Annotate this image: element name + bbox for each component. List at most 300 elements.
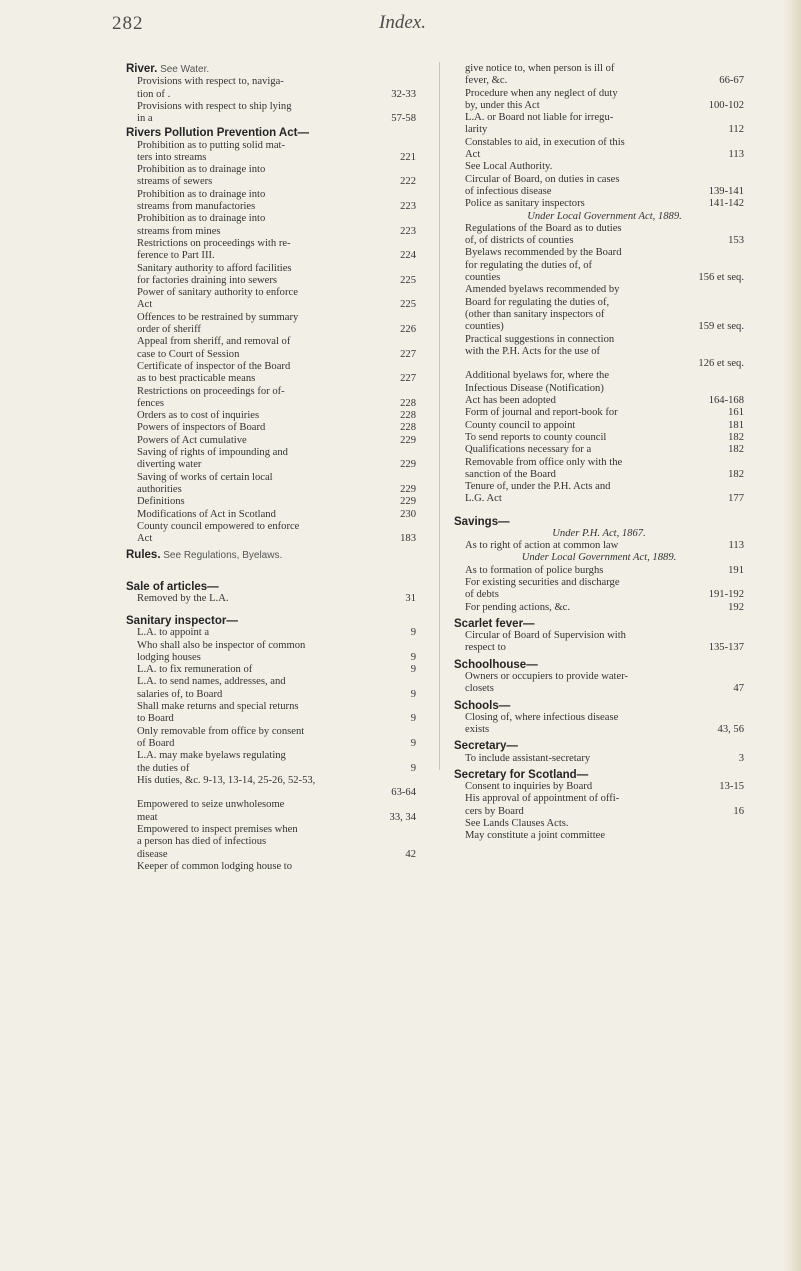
- index-line-page: [410, 836, 416, 848]
- index-line-text: case to Court of Session: [137, 348, 240, 360]
- index-line: [454, 297, 744, 309]
- index-line-text: Provisions with respect to ship lying: [137, 100, 292, 112]
- index-line-text: Tenure of, under the P.H. Acts and: [465, 481, 611, 493]
- index-line: [454, 806, 744, 818]
- index-line: [126, 689, 416, 701]
- index-line-page: 32-33: [391, 88, 416, 100]
- act-subheading: Under Local Government Act, 1889.: [521, 552, 677, 564]
- index-line-page: 63-64: [391, 787, 416, 799]
- index-line: [454, 577, 744, 589]
- index-line-text: (other than sanitary inspectors of: [465, 308, 605, 320]
- index-line: [454, 671, 744, 683]
- index-line-page: 227: [400, 373, 416, 385]
- entry-heading: River.: [126, 63, 158, 75]
- index-line: [126, 640, 416, 652]
- index-line: [126, 189, 416, 201]
- index-line-text: L.A. to appoint a: [137, 627, 210, 639]
- index-line-text: Form of journal and report-book for: [465, 407, 618, 419]
- index-line: [454, 642, 744, 654]
- index-line-page: 43, 56: [717, 724, 744, 736]
- index-line-text: Amended byelaws recommended by: [465, 284, 620, 296]
- index-line-text: streams from manufactories: [137, 201, 256, 213]
- index-line-text: Orders as to cost of inquiries: [137, 410, 260, 422]
- index-line-page: 113: [728, 540, 744, 552]
- entry-lines: [126, 140, 416, 546]
- index-line-text: Prohibition as to drainage into: [137, 213, 266, 225]
- index-line: [126, 238, 416, 250]
- index-line-text: May constitute a joint committee: [465, 830, 606, 842]
- index-line-page: 191: [728, 564, 744, 576]
- index-line-page: [410, 447, 416, 459]
- index-line-page: [738, 334, 744, 346]
- index-line: [126, 422, 416, 434]
- index-line-text: in a: [137, 113, 153, 125]
- index-line-text: Additional byelaws for, where the: [465, 370, 610, 382]
- index-line-page: [738, 630, 744, 642]
- index-line-text: L.G. Act: [465, 493, 502, 505]
- index-line-text: for factories draining into sewers: [137, 274, 278, 286]
- index-line: [126, 484, 416, 496]
- index-entry-sanitary-inspector: [126, 615, 416, 873]
- index-line: [126, 652, 416, 664]
- entry-heading: Schools—: [454, 699, 511, 712]
- entry-lines: [454, 712, 744, 737]
- index-line-page: 182: [728, 431, 744, 443]
- index-line-page: [738, 309, 744, 321]
- index-line-page: [410, 701, 416, 713]
- index-line-text: streams of sewers: [137, 176, 213, 188]
- index-line: [454, 383, 744, 395]
- index-line-page: 227: [400, 348, 416, 360]
- index-line-page: [410, 640, 416, 652]
- index-line: [454, 309, 744, 321]
- entry-heading: Sale of articles—: [126, 580, 219, 593]
- index-line-page: 47: [733, 683, 744, 695]
- index-line-text: larity: [465, 124, 488, 136]
- index-line-page: 228: [400, 410, 416, 422]
- index-line: [126, 787, 416, 799]
- entry-lines: [454, 753, 744, 765]
- index-line-page: 229: [400, 434, 416, 446]
- index-line-page: [410, 824, 416, 836]
- index-line-text: order of sheriff: [137, 324, 201, 336]
- entry-heading: Secretary—: [454, 740, 518, 753]
- index-line-page: 164-168: [708, 395, 744, 407]
- index-line-text: See Local Authority.: [465, 161, 553, 173]
- index-line-text: disease: [137, 848, 168, 860]
- index-line: [454, 432, 744, 444]
- entry-lines: [454, 630, 744, 655]
- index-line-text: Empowered to seize unwholesome: [137, 799, 285, 811]
- index-line-page: 57-58: [391, 113, 416, 125]
- index-line-text: Only removable from office by consent: [137, 725, 305, 737]
- index-line: [126, 176, 416, 188]
- index-line: [454, 712, 744, 724]
- index-line-text: For existing securities and discharge: [465, 577, 620, 589]
- index-line-page: [738, 457, 744, 469]
- index-line-text: lodging houses: [137, 651, 201, 663]
- index-entry-secretary-scotland: [454, 769, 744, 843]
- index-line-text: Act: [137, 533, 153, 545]
- index-line-page: 9: [410, 651, 416, 663]
- index-line-text: Circular of Board of Supervision with: [465, 630, 626, 642]
- index-line-text: of, of districts of counties: [465, 235, 574, 247]
- index-line-text: exists: [465, 724, 490, 736]
- index-line: [126, 664, 416, 676]
- index-line-page: [410, 287, 416, 299]
- index-line-page: [738, 712, 744, 724]
- index-line-page: [410, 263, 416, 275]
- index-line-page: 159 et seq.: [698, 321, 744, 333]
- entry-heading: Sanitary inspector—: [126, 615, 238, 628]
- index-line: [126, 738, 416, 750]
- index-line-page: [410, 386, 416, 398]
- index-line-page: [410, 101, 416, 113]
- index-line-text: to Board: [137, 713, 174, 725]
- index-line: [126, 447, 416, 459]
- index-line: [454, 174, 744, 186]
- entry-heading: Secretary for Scotland—: [454, 768, 589, 781]
- entry-lines: [454, 781, 744, 842]
- index-line-page: 223: [400, 225, 416, 237]
- index-line-page: 161: [728, 407, 744, 419]
- index-line: [454, 137, 744, 149]
- index-line-page: [410, 472, 416, 484]
- index-line-text: give notice to, when person is ill of: [465, 63, 615, 74]
- index-line: [454, 420, 744, 432]
- index-line-text: Act has been adopted: [465, 395, 556, 407]
- index-entry-savings: [454, 516, 744, 614]
- page-number: 282: [112, 13, 144, 34]
- index-line-text: fences: [137, 397, 165, 409]
- index-line-text: Prohibition as to drainage into: [137, 164, 266, 176]
- index-line-text: Sanitary authority to afford facilities: [137, 262, 292, 274]
- index-line: [454, 161, 744, 173]
- index-line-text: Saving of rights of impounding and: [137, 447, 288, 459]
- index-line-text: respect to: [465, 642, 506, 654]
- index-line-text: closets: [465, 683, 494, 695]
- index-line-page: 181: [728, 419, 744, 431]
- entry-lines: [126, 593, 416, 605]
- index-line-page: 156 et seq.: [698, 272, 744, 284]
- index-line: [454, 683, 744, 695]
- index-line: [454, 149, 744, 161]
- index-line: [454, 830, 744, 842]
- index-line-text: Act: [137, 299, 153, 311]
- entry-lines: [454, 540, 744, 552]
- index-line-page: [738, 671, 744, 683]
- index-line: [126, 435, 416, 447]
- index-line: [126, 459, 416, 471]
- index-line-page: 31: [405, 592, 416, 604]
- index-line-page: 222: [400, 176, 416, 188]
- index-line-page: [738, 481, 744, 493]
- index-line: [454, 186, 744, 198]
- index-line: [126, 824, 416, 836]
- index-line-text: Qualifications necessary for a: [465, 444, 592, 456]
- index-line: [454, 260, 744, 272]
- index-line-page: 229: [400, 459, 416, 471]
- index-entry-continued: [454, 63, 744, 211]
- index-line-page: 224: [400, 250, 416, 262]
- index-line: [126, 373, 416, 385]
- index-line-page: [738, 174, 744, 186]
- index-line: [454, 395, 744, 407]
- index-line-page: [738, 63, 744, 75]
- index-line-text: Removed by the L.A.: [137, 592, 229, 604]
- index-line: [126, 76, 416, 88]
- index-line: [454, 247, 744, 259]
- index-line: [126, 521, 416, 533]
- index-line-text: Prohibition as to putting solid mat-: [137, 139, 286, 151]
- index-line-text: His duties, &c. 9-13, 13-14, 25-26, 52-53,: [137, 774, 316, 786]
- index-entry-sale: [126, 581, 416, 606]
- entry-heading: Scarlet fever—: [454, 617, 535, 630]
- index-line-text: Regulations of the Board as to duties: [465, 222, 622, 234]
- index-line: [454, 112, 744, 124]
- index-line-text: L.A. to fix remuneration of: [137, 664, 253, 676]
- index-line-page: [410, 726, 416, 738]
- index-line-text: Circular of Board, on duties in cases: [465, 173, 620, 185]
- index-line-text: streams from mines: [137, 225, 221, 237]
- index-line-text: Owners or occupiers to provide water-: [465, 670, 629, 682]
- index-line: [454, 100, 744, 112]
- index-entry-scarlet-fever: [454, 618, 744, 655]
- index-line-text: Saving of works of certain local: [137, 471, 273, 483]
- entry-heading: Rules.: [126, 549, 161, 562]
- scan-edge: [783, 0, 801, 1271]
- index-line: [126, 701, 416, 713]
- index-line-page: 228: [400, 422, 416, 434]
- index-line-page: [410, 775, 416, 787]
- index-line-page: 112: [728, 124, 744, 136]
- index-line-page: [738, 818, 744, 830]
- index-line-page: 42: [405, 848, 416, 860]
- index-line: [126, 533, 416, 545]
- index-line: [126, 726, 416, 738]
- index-line-page: [410, 361, 416, 373]
- index-line-page: 9: [410, 664, 416, 676]
- index-line: [126, 763, 416, 775]
- index-line-text: Who shall also be inspector of common: [137, 639, 306, 651]
- index-line-text: Powers of inspectors of Board: [137, 422, 266, 434]
- index-line-text: Consent to inquiries by Board: [465, 781, 593, 793]
- index-line: [454, 540, 744, 552]
- index-line-text: ference to Part III.: [137, 250, 215, 262]
- index-line: [454, 75, 744, 87]
- index-line: [454, 493, 744, 505]
- index-line-page: 221: [400, 151, 416, 163]
- index-line: [126, 226, 416, 238]
- index-line-page: 225: [400, 274, 416, 286]
- index-line: [126, 361, 416, 373]
- index-line-page: [738, 383, 744, 395]
- index-line-page: 9: [410, 737, 416, 749]
- index-line-text: diverting water: [137, 459, 202, 471]
- index-line-text: cers by Board: [465, 805, 524, 817]
- index-line-text: Practical suggestions in connection: [465, 333, 615, 345]
- index-line: [454, 284, 744, 296]
- index-line: [126, 836, 416, 848]
- index-line-text: counties: [465, 272, 501, 284]
- running-head: Index.: [379, 12, 426, 33]
- entry-lines: [126, 627, 416, 873]
- index-line-text: To include assistant-secretary: [465, 752, 591, 764]
- index-line-text: For pending actions, &c.: [465, 601, 571, 613]
- index-line-text: the duties of: [137, 762, 190, 774]
- index-line-text: L.A. to send names, addresses, and: [137, 676, 286, 688]
- index-line-page: 228: [400, 397, 416, 409]
- index-line-page: 177: [728, 493, 744, 505]
- index-line-text: Board for regulating the duties of,: [465, 296, 610, 308]
- index-line-page: [738, 137, 744, 149]
- index-line: [126, 627, 416, 639]
- index-line: [454, 469, 744, 481]
- index-line-page: [738, 284, 744, 296]
- index-entry-river: [126, 63, 416, 125]
- index-line: [126, 287, 416, 299]
- index-line-page: 182: [728, 468, 744, 480]
- index-line-page: 9: [410, 688, 416, 700]
- index-line: [454, 565, 744, 577]
- index-line-page: [410, 676, 416, 688]
- act-subheading: Under P.H. Act, 1867.: [552, 527, 646, 539]
- index-line: [126, 152, 416, 164]
- entry-heading: Rivers Pollution Prevention Act—: [126, 127, 309, 140]
- index-line-page: [410, 799, 416, 811]
- index-line: [454, 235, 744, 247]
- index-line-text: Powers of Act cumulative: [137, 434, 247, 446]
- index-line-page: 13-15: [719, 781, 744, 793]
- index-line-text: of Board: [137, 737, 175, 749]
- index-line: [454, 589, 744, 601]
- index-line-page: [410, 861, 416, 873]
- index-line-page: 3: [738, 752, 744, 764]
- entry-lines: [126, 76, 416, 125]
- index-line-text: Restrictions on proceedings for of-: [137, 385, 285, 397]
- index-line-text: a person has died of infectious: [137, 836, 267, 848]
- index-line-text: authorities: [137, 483, 182, 495]
- index-line-text: Constables to aid, in execution of this: [465, 136, 625, 148]
- index-line-text: Prohibition as to drainage into: [137, 188, 266, 200]
- index-line-page: [738, 88, 744, 100]
- index-line-page: 66-67: [719, 75, 744, 87]
- index-line-page: [738, 161, 744, 173]
- index-line: [126, 140, 416, 152]
- index-line-page: [410, 238, 416, 250]
- index-line: [454, 818, 744, 830]
- index-line-text: Shall make returns and special returns: [137, 701, 299, 713]
- index-entry-rules: [126, 549, 416, 562]
- index-line: [126, 812, 416, 824]
- index-line: [454, 753, 744, 765]
- index-line: [126, 275, 416, 287]
- index-line: [126, 349, 416, 361]
- index-line-text: with the P.H. Acts for the use of: [465, 345, 601, 357]
- index-line-text: Definitions: [137, 496, 185, 508]
- index-line-text: sanction of the Board: [465, 468, 556, 480]
- index-line-page: 33, 34: [389, 811, 416, 823]
- index-line-text: Appeal from sheriff, and removal of: [137, 336, 291, 348]
- index-line: [454, 781, 744, 793]
- entry-lines: [454, 63, 744, 211]
- index-line: [454, 321, 744, 333]
- left-column: [126, 63, 416, 873]
- index-line-text: Procedure when any neglect of duty: [465, 87, 618, 99]
- page-header: [0, 0, 801, 40]
- index-line: [454, 223, 744, 235]
- index-line-text: County council empowered to enforce: [137, 520, 300, 532]
- index-entry-secretary: [454, 740, 744, 765]
- index-line: [126, 336, 416, 348]
- entry-xref: See Regulations, Byelaws.: [163, 550, 283, 562]
- index-line-text: Infectious Disease (Notification): [465, 382, 604, 394]
- index-line: [126, 775, 416, 787]
- index-line: [126, 113, 416, 125]
- index-line-text: County council to appoint: [465, 419, 576, 431]
- right-column: [454, 63, 744, 843]
- index-line: [126, 496, 416, 508]
- index-line: [126, 312, 416, 324]
- index-line: [454, 724, 744, 736]
- index-line: [454, 358, 744, 370]
- index-line-page: 113: [728, 149, 744, 161]
- index-line-page: 183: [400, 533, 416, 545]
- index-line: [126, 472, 416, 484]
- index-line-page: [410, 140, 416, 152]
- entry-heading: Savings—: [454, 515, 510, 528]
- index-entry-schoolhouse: [454, 659, 744, 696]
- index-line: [126, 861, 416, 873]
- index-line: [454, 602, 744, 614]
- index-line-text: L.A. or Board not liable for irregu-: [465, 112, 614, 124]
- index-line: [454, 198, 744, 210]
- index-line-page: 153: [728, 235, 744, 247]
- index-line-text: To send reports to county council: [465, 431, 607, 443]
- index-line-text: ters into streams: [137, 151, 207, 163]
- index-line-page: 16: [733, 805, 744, 817]
- index-line-page: 225: [400, 299, 416, 311]
- index-line: [454, 334, 744, 346]
- index-line: [126, 410, 416, 422]
- index-line-page: [738, 247, 744, 259]
- index-line: [454, 407, 744, 419]
- index-line-page: 9: [410, 627, 416, 639]
- index-line: [454, 346, 744, 358]
- index-line-text: tion of .: [137, 88, 171, 100]
- index-line-text: Act: [465, 149, 481, 161]
- column-divider: [439, 62, 440, 770]
- index-line: [126, 250, 416, 262]
- index-line: [454, 124, 744, 136]
- index-line-page: [410, 76, 416, 88]
- entry-heading: Schoolhouse—: [454, 658, 538, 671]
- index-line-page: 223: [400, 201, 416, 213]
- index-line: [126, 509, 416, 521]
- index-entry-rivers-pollution: [126, 127, 416, 545]
- index-line-text: His approval of appointment of offi-: [465, 793, 620, 805]
- index-line: [454, 444, 744, 456]
- index-line-text: Power of sanitary authority to enforce: [137, 287, 298, 299]
- index-line: [126, 263, 416, 275]
- act-subheading: Under Local Government Act, 1889.: [527, 210, 682, 222]
- index-line-page: 9: [410, 762, 416, 774]
- index-line-page: 182: [728, 444, 744, 456]
- index-line: [454, 272, 744, 284]
- index-line-page: [738, 577, 744, 589]
- index-line-text: by, under this Act: [465, 99, 540, 111]
- index-line: [126, 386, 416, 398]
